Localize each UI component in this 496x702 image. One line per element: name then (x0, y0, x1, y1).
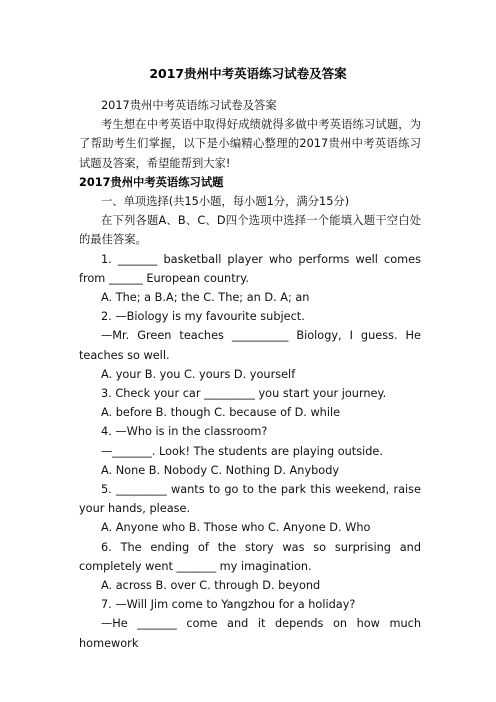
question-6-options: A. across B. over C. through D. beyond (101, 579, 321, 593)
document-body (79, 96, 421, 653)
question-3-options: A. before B. though C. because of D. while (101, 406, 341, 420)
document-title: 2017贵州中考英语练习试卷及答案 (149, 66, 347, 81)
part-heading: 一、单项选择(共15小题，每小题1分，满分15分) (101, 195, 350, 209)
question-6: 6. The ending of the story was so surprising and completely went _______ my imagination. (79, 540, 421, 573)
question-2-reply: —Mr. Green teaches __________ Biology, I guess. He teaches so well. (79, 329, 421, 362)
question-7: 7. —Will Jim come to Yangzhou for a holiday? (101, 598, 356, 612)
question-2: 2. —Biology is my favourite subject. (101, 310, 305, 324)
section-heading: 2017贵州中考英语练习试题 (79, 175, 224, 189)
question-4-reply: —_______. Look! The students are playing outside. (101, 444, 383, 458)
question-5: 5. _________ wants to go to the park this weekend, raise your hands, please. (79, 483, 421, 516)
question-1-options: A. The; a B.A; the C. The; an D. A; an (101, 291, 310, 305)
intro-paragraph: 考生想在中考英语中取得好成绩就得多做中考英语练习试题，为了帮助考生们掌握，以下是小编精心整理的2017贵州中考英语练习试题及答案，希望能帮到大家! (79, 118, 421, 170)
intro-title: 2017贵州中考英语练习试卷及答案 (101, 99, 277, 112)
question-2-options: A. your B. you C. yours D. yourself (101, 367, 296, 381)
question-7-reply: —He _______ come and it depends on how much homework (79, 617, 421, 650)
question-1: 1. _______ basketball player who performs well comes from ______ European country. (79, 252, 421, 285)
question-3: 3. Check your car _________ you start your journey. (101, 387, 387, 401)
question-4-options: A. None B. Nobody C. Nothing D. Anybody (101, 463, 340, 477)
question-4: 4. —Who is in the classroom? (101, 425, 268, 439)
question-5-options: A. Anyone who B. Those who C. Anyone D. Who (101, 521, 371, 535)
instructions: 在下列各题A、B、C、D四个选项中选择一个能填入题干空白处的最佳答案。 (79, 214, 421, 247)
